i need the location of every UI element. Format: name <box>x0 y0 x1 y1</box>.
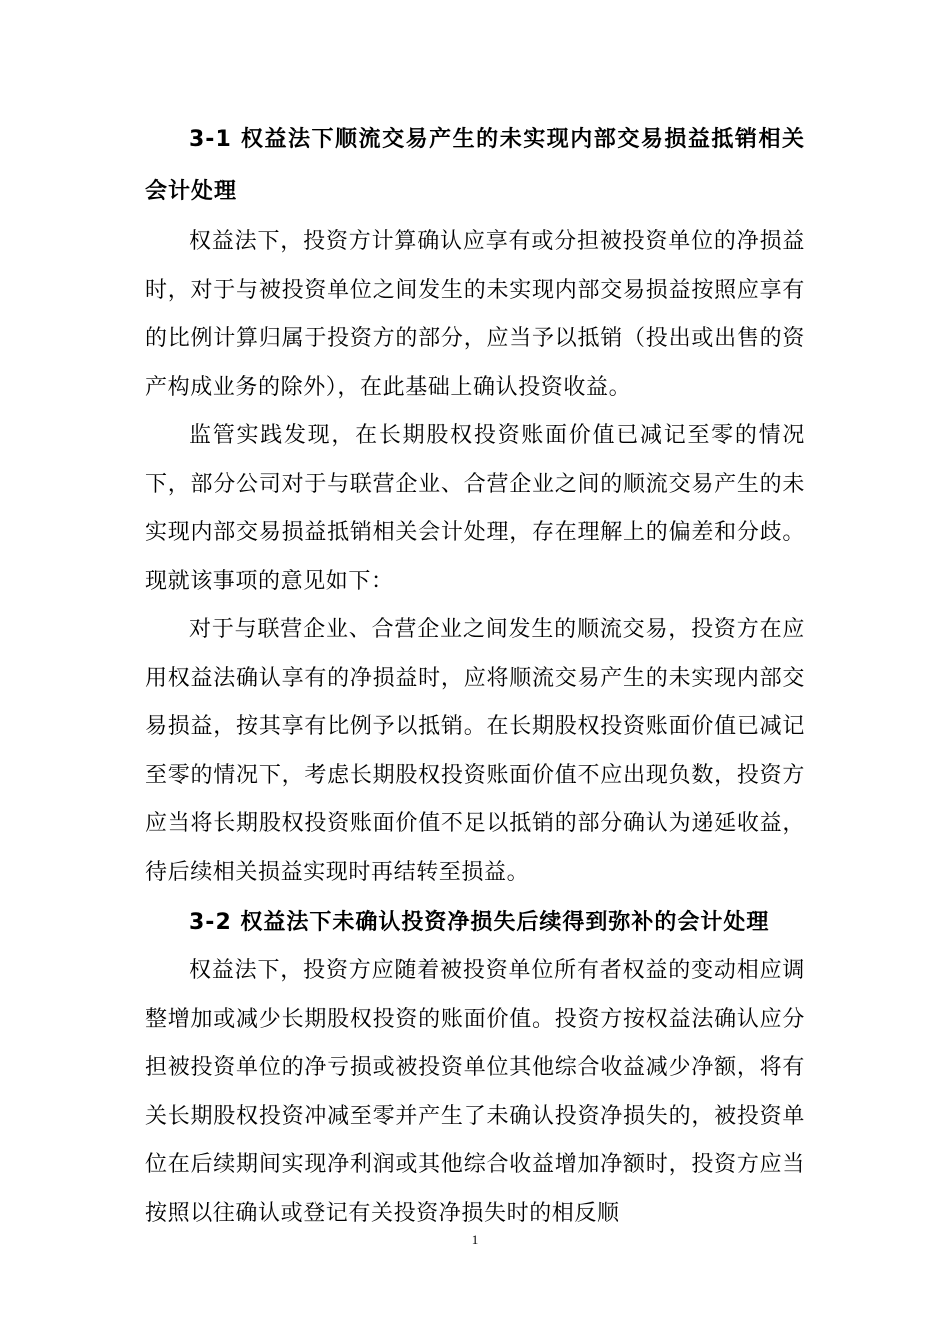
section-2-paragraph-1: 权益法下，投资方应随着被投资单位所有者权益的变动相应调整增加或减少长期股权投资的账面价值。投资方按权益法确认应分担被投资单位的净亏损或被投资单位其他综合收益减少净额，将有关长期股权投资冲减至零并产生了未确认投资净损失的，被投资单位在后续期间实现净利润或其他综合收益增加净额时，投资方应当按照以往确认或登记有关投资净损失时的相反顺 <box>145 958 805 1226</box>
document-body <box>145 114 805 1238</box>
page-number: 1 <box>471 1232 479 1247</box>
section-1-heading: 3-1 权益法下顺流交易产生的未实现内部交易损益抵销相关会计处理 <box>145 127 805 204</box>
section-2-heading: 3-2 权益法下未确认投资净损失后续得到弥补的会计处理 <box>189 910 770 935</box>
section-1-paragraph-1: 权益法下，投资方计算确认应享有或分担被投资单位的净损益时，对于与被投资单位之间发生的未实现内部交易损益按照应享有的比例计算归属于投资方的部分，应当予以抵销（投出或出售的资产构成业务的除外），在此基础上确认投资收益。 <box>145 229 805 400</box>
section-1-paragraph-3: 对于与联营企业、合营企业之间发生的顺流交易，投资方在应用权益法确认享有的净损益时，应将顺流交易产生的未实现内部交易损益，按其享有比例予以抵销。在长期股权投资账面价值已减记至零的情况下，考虑长期股权投资账面价值不应出现负数，投资方应当将长期股权投资账面价值不足以抵销的部分确认为递延收益，待后续相关损益实现时再结转至损益。 <box>145 617 805 885</box>
section-1-paragraph-2: 监管实践发现，在长期股权投资账面价值已减记至零的情况下，部分公司对于与联营企业、合营企业之间的顺流交易产生的未实现内部交易损益抵销相关会计处理，存在理解上的偏差和分歧。现就该事项的意见如下： <box>145 423 805 594</box>
